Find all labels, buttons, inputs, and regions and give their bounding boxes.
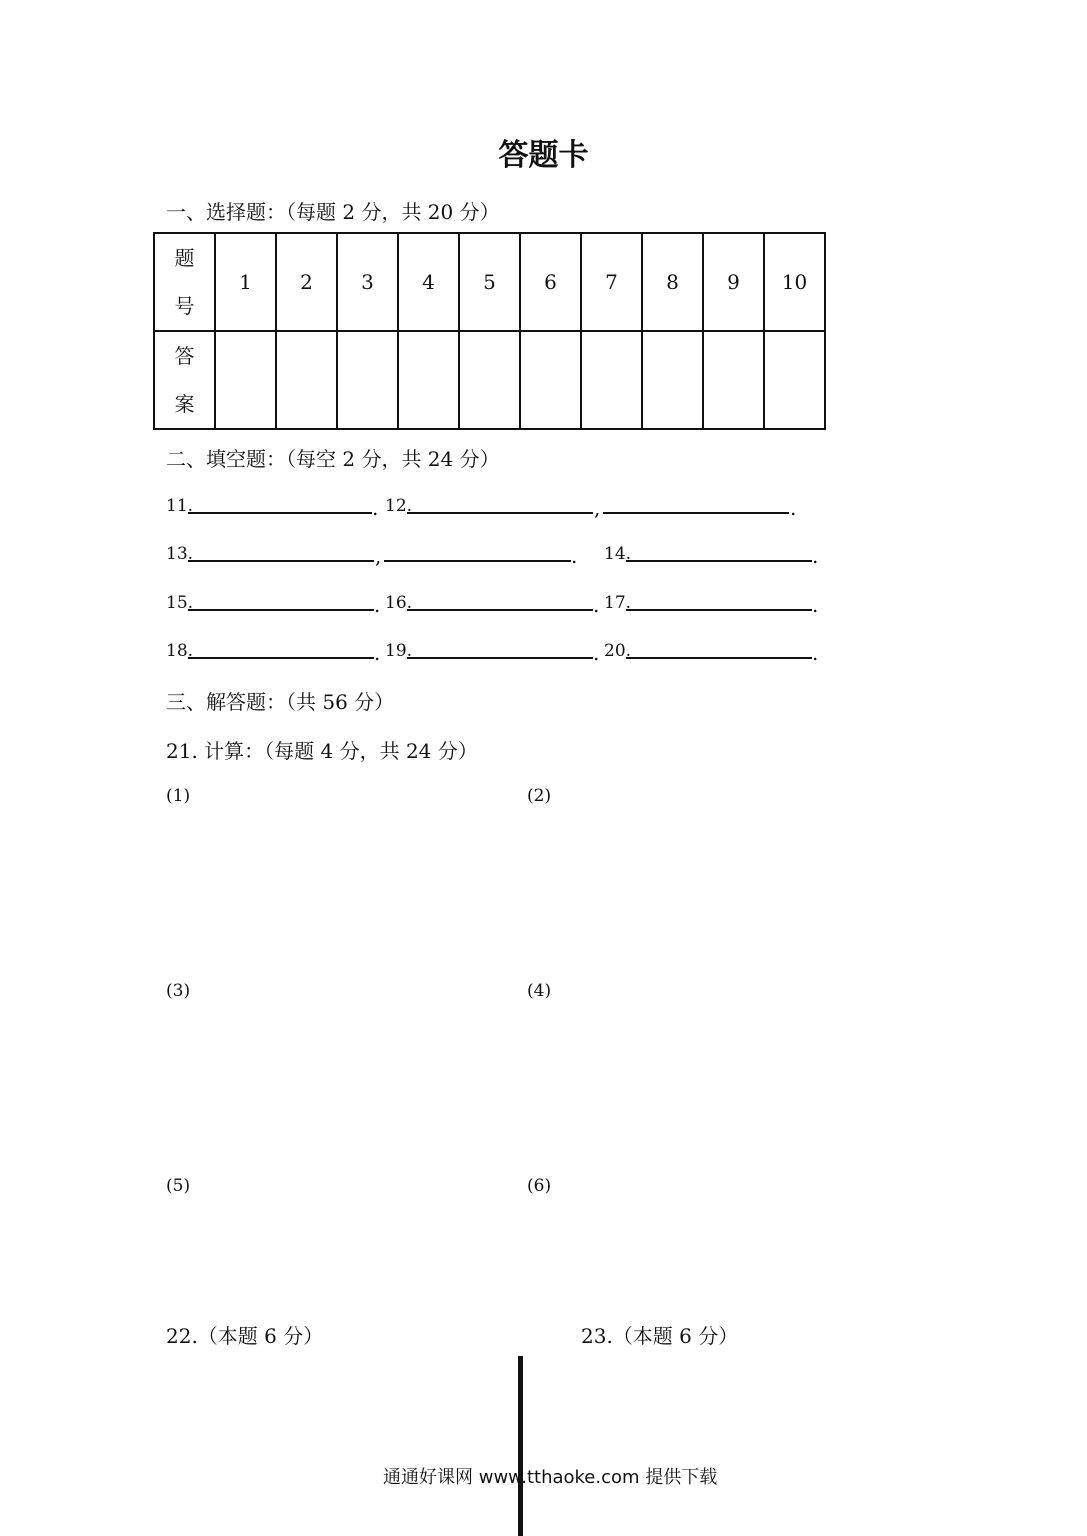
answer-line-13b[interactable]: [384, 560, 571, 562]
separator: .: [571, 544, 578, 568]
answer-line-19[interactable]: [407, 657, 593, 659]
answer-row: [154, 331, 825, 429]
question-number-cell: 10: [764, 233, 825, 331]
blank-number-17: 17.: [604, 593, 632, 613]
separator: ,: [375, 544, 382, 568]
answer-cell[interactable]: [337, 331, 398, 429]
question-number-cell: 2: [276, 233, 337, 331]
blank-number-20: 20.: [604, 641, 632, 661]
answer-line-14[interactable]: [626, 560, 812, 562]
row-header-char: 答: [174, 344, 195, 368]
question-number-cell: 8: [642, 233, 703, 331]
question-22-heading: 22.（本题 6 分）: [166, 1324, 324, 1348]
question-number-cell: 5: [459, 233, 520, 331]
answer-cell[interactable]: [520, 331, 581, 429]
column-divider: [518, 1356, 523, 1536]
separator: .: [374, 641, 381, 665]
sub-question-3: (3): [166, 981, 191, 1001]
question-number-cell: 6: [520, 233, 581, 331]
answer-line-15[interactable]: [188, 609, 374, 611]
fill-blank-row: [166, 637, 826, 667]
row-end-period: .: [812, 544, 819, 568]
blank-number-11: 11.: [166, 496, 194, 516]
answer-cell[interactable]: [703, 331, 764, 429]
separator: .: [372, 496, 379, 520]
answer-line-11[interactable]: [188, 512, 372, 514]
blank-number-15: 15.: [166, 593, 194, 613]
answer-line-16[interactable]: [407, 609, 593, 611]
section-2-heading: 二、填空题：（每空 2 分，共 24 分）: [166, 447, 500, 471]
question-number-cell: 4: [398, 233, 459, 331]
footer-credit: 通通好课网 www.tthaoke.com 提供下载: [383, 1467, 718, 1488]
question-number-cell: 1: [215, 233, 276, 331]
answer-cell[interactable]: [459, 331, 520, 429]
answer-cell[interactable]: [398, 331, 459, 429]
page-title: 答题卡: [498, 138, 589, 173]
question-number-cell: 9: [703, 233, 764, 331]
blank-number-18: 18.: [166, 641, 194, 661]
answer-line-13a[interactable]: [188, 560, 374, 562]
answer-line-12a[interactable]: [407, 512, 593, 514]
question-number-cell: 7: [581, 233, 642, 331]
row-header-char: 题: [174, 246, 195, 270]
blank-number-14: 14.: [604, 544, 632, 564]
row-header-char: 案: [174, 392, 195, 416]
question-number-row: [154, 233, 825, 331]
separator: .: [593, 593, 600, 617]
blank-number-12: 12.: [385, 496, 413, 516]
question-number-cell: 3: [337, 233, 398, 331]
answer-cell[interactable]: [215, 331, 276, 429]
answer-cell[interactable]: [764, 331, 825, 429]
separator: ,: [594, 496, 601, 520]
answer-line-17[interactable]: [626, 609, 812, 611]
answer-cell[interactable]: [276, 331, 337, 429]
answer-cell[interactable]: [581, 331, 642, 429]
row-end-period: .: [812, 641, 819, 665]
sub-question-2: (2): [527, 786, 552, 806]
row-header-question-number: [154, 233, 215, 331]
sub-question-6: (6): [527, 1176, 552, 1196]
row-header-char: 号: [174, 294, 195, 318]
separator: .: [593, 641, 600, 665]
blank-number-13: 13.: [166, 544, 194, 564]
answer-line-18[interactable]: [188, 657, 374, 659]
separator: .: [374, 593, 381, 617]
fill-blank-row: [166, 540, 826, 570]
question-23-heading: 23.（本题 6 分）: [581, 1324, 739, 1348]
row-end-period: .: [812, 593, 819, 617]
blank-number-16: 16.: [385, 593, 413, 613]
row-end-period: .: [790, 496, 797, 520]
fill-blank-row: [166, 589, 826, 619]
answer-line-20[interactable]: [626, 657, 812, 659]
sub-question-4: (4): [527, 981, 552, 1001]
sub-question-1: (1): [166, 786, 191, 806]
row-header-answer: [154, 331, 215, 429]
sub-question-5: (5): [166, 1176, 191, 1196]
question-21-heading: 21. 计算：（每题 4 分，共 24 分）: [166, 739, 478, 763]
fill-blank-row: [166, 492, 826, 522]
multiple-choice-table: [153, 232, 826, 430]
answer-line-12b[interactable]: [603, 512, 789, 514]
blank-number-19: 19.: [385, 641, 413, 661]
section-1-heading: 一、选择题：（每题 2 分，共 20 分）: [166, 200, 500, 224]
section-3-heading: 三、解答题：（共 56 分）: [166, 690, 395, 714]
answer-cell[interactable]: [642, 331, 703, 429]
